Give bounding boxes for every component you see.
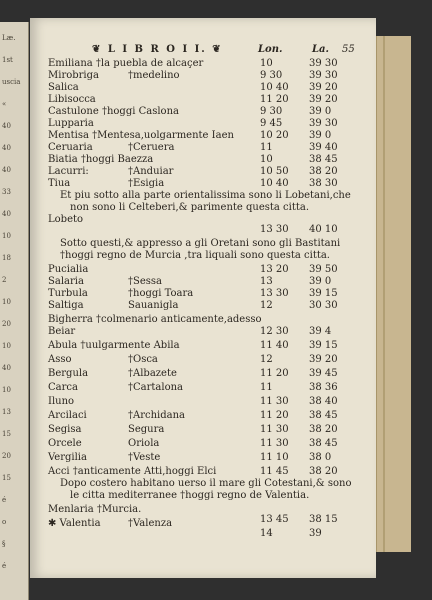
longitude-value: 9 30 [260,70,283,81]
longitude-value: 13 [260,276,273,287]
longitude-value: 11 40 [260,340,289,351]
left-page-fragment: é [2,496,7,504]
longitude-value: 11 30 [260,438,289,449]
left-page-fragment: 40 [2,122,11,130]
left-page-fragment: 20 [2,452,11,460]
modern-name: †Valenza [128,518,173,529]
modern-name: †Albazete [128,368,177,379]
place-name: Emiliana †la puebla de alcaçer [48,58,204,69]
latitude-value: 39 0 [309,130,332,141]
left-page-fragment: o [2,518,7,526]
latitude-value: 39 20 [309,94,338,105]
place-name: Lacurri: [48,166,89,177]
left-page-fragment: 40 [2,210,11,218]
longitude-value: 11 45 [260,466,289,477]
modern-name: †Ceruera [128,142,175,153]
page-number: 55 [342,44,355,55]
longitude-value: 10 [260,58,273,69]
modern-name: †Sessa [128,276,162,287]
left-page-fragment: 1st [2,56,13,64]
longitude-value: 14 [260,528,273,539]
place-name: Biatia †hoggi Baezza [48,154,154,165]
longitude-value: 11 [260,142,273,153]
place-name: Acci †anticamente Atti,hoggi Elci [48,466,217,477]
left-page-fragment: 18 [2,254,11,262]
latitude-value: 40 10 [309,224,338,235]
place-name: Saltiga [48,300,84,311]
left-page-edge [0,22,29,600]
book-edge [376,36,411,552]
longitude-value: 10 [260,154,273,165]
place-name: Abula †uulgarmente Abila [48,340,180,351]
longitude-header: Lon. [258,44,283,55]
longitude-value: 11 20 [260,94,289,105]
modern-name: †medelino [128,70,180,81]
longitude-value: 9 45 [260,118,283,129]
latitude-value: 39 45 [309,368,338,379]
latitude-value: 39 40 [309,142,338,153]
modern-name: Segura [128,424,165,435]
longitude-value: 12 [260,300,273,311]
modern-name: †Osca [128,354,158,365]
left-page-fragment: 13 [2,408,11,416]
longitude-value: 10 40 [260,178,289,189]
left-page-fragment: 40 [2,166,11,174]
place-name: Segisa [48,424,82,435]
place-name: Asso [48,354,72,365]
place-name: Carca [48,382,78,393]
latitude-value: 38 30 [309,178,338,189]
paragraph-line: Et piu sotto alla parte orientalissima sono li Lobetani,che [60,190,351,201]
latitude-value: 38 20 [309,166,338,177]
place-name: Arcilaci [48,410,87,421]
longitude-value: 11 30 [260,424,289,435]
longitude-value: 10 50 [260,166,289,177]
place-name: Bergula [48,368,89,379]
place-name: Lobeto [48,214,84,225]
left-page-fragment: 10 [2,232,11,240]
longitude-value: 10 20 [260,130,289,141]
left-page-fragment: Læ. [2,34,16,42]
place-name: Iluno [48,396,75,407]
latitude-header: La. [312,44,329,55]
longitude-value: 11 30 [260,396,289,407]
place-name: Vergilia [48,452,87,463]
longitude-value: 13 20 [260,264,289,275]
latitude-value: 39 0 [309,276,332,287]
paragraph-line: Dopo costero habitano uerso il mare gli Cotestani,& sono [60,478,352,489]
place-name: Lupparia [48,118,94,129]
place-name: ✱ Valentia [48,518,101,529]
left-page-fragment: 10 [2,342,11,350]
left-page-fragment: 10 [2,386,11,394]
latitude-value: 38 45 [309,438,338,449]
modern-name: †Cartalona [128,382,183,393]
left-page-fragment: 10 [2,298,11,306]
paragraph-line: non sono li Celteberi,& parimente questa citta. [70,202,310,213]
latitude-value: 38 45 [309,410,338,421]
left-page-fragment: uscia [2,78,21,86]
longitude-value: 9 30 [260,106,283,117]
place-name: Tiua [48,178,71,189]
latitude-value: 39 30 [309,58,338,69]
place-name: Pucialia [48,264,89,275]
place-name: Turbula [48,288,88,299]
place-name: Orcele [48,438,82,449]
left-page-fragment: 15 [2,430,11,438]
latitude-value: 39 15 [309,288,338,299]
longitude-value: 12 [260,354,273,365]
book-page [30,18,376,578]
latitude-value: 39 30 [309,118,338,129]
place-name: Salaria [48,276,84,287]
running-title: ❦ L I B R O I I. ❦ [92,44,223,55]
latitude-value: 38 20 [309,466,338,477]
modern-name: †Archidana [128,410,186,421]
latitude-value: 39 0 [309,106,332,117]
modern-name: Oriola [128,438,160,449]
longitude-value: 13 30 [260,224,289,235]
place-name: Bigherra †colmenario anticamente,adesso [48,314,262,325]
longitude-value: 10 40 [260,82,289,93]
latitude-value: 38 40 [309,396,338,407]
left-page-fragment: 40 [2,364,11,372]
left-page-fragment: « [2,100,7,108]
modern-name: †Veste [128,452,161,463]
longitude-value: 11 20 [260,368,289,379]
longitude-value: 12 30 [260,326,289,337]
longitude-value: 11 [260,382,273,393]
latitude-value: 39 20 [309,354,338,365]
paragraph-line: Sotto questi,& appresso a gli Oretani sono gli Bastitani [60,238,341,249]
longitude-value: 13 45 [260,514,289,525]
latitude-value: 38 15 [309,514,338,525]
left-page-fragment: 40 [2,144,11,152]
longitude-value: 13 30 [260,288,289,299]
latitude-value: 39 30 [309,70,338,81]
latitude-value: 38 20 [309,424,338,435]
modern-name: †hoggi Toara [128,288,194,299]
left-page-fragment: § [2,540,6,548]
latitude-value: 39 20 [309,82,338,93]
left-page-fragment: é [2,562,7,570]
paragraph-line: †hoggi regno de Murcia ,tra liquali sono questa citta. [60,250,330,261]
modern-name: †Anduiar [128,166,174,177]
left-page-fragment: 33 [2,188,11,196]
place-name: Libisocca [48,94,96,105]
place-name: Mirobriga [48,70,99,81]
modern-name: Sauanigla [128,300,179,311]
latitude-value: 39 4 [309,326,332,337]
place-name: Salica [48,82,79,93]
latitude-value: 38 45 [309,154,338,165]
latitude-value: 38 0 [309,452,332,463]
left-page-fragment: 2 [2,276,7,284]
latitude-value: 39 15 [309,340,338,351]
modern-name: †Esigia [128,178,165,189]
left-page-fragment: 15 [2,474,11,482]
latitude-value: 39 [309,528,322,539]
place-name: Menlaria †Murcia. [48,504,142,515]
paragraph-line: le citta mediterranee †hoggi regno de Valentia. [70,490,310,501]
latitude-value: 38 36 [309,382,338,393]
place-name: Mentisa †Mentesa,uolgarmente Iaen [48,130,234,141]
place-name: Castulone †hoggi Caslona [48,106,179,117]
left-page-fragment: 20 [2,320,11,328]
longitude-value: 11 10 [260,452,289,463]
latitude-value: 30 30 [309,300,338,311]
place-name: Beiar [48,326,76,337]
place-name: Ceruaria [48,142,93,153]
longitude-value: 11 20 [260,410,289,421]
latitude-value: 39 50 [309,264,338,275]
